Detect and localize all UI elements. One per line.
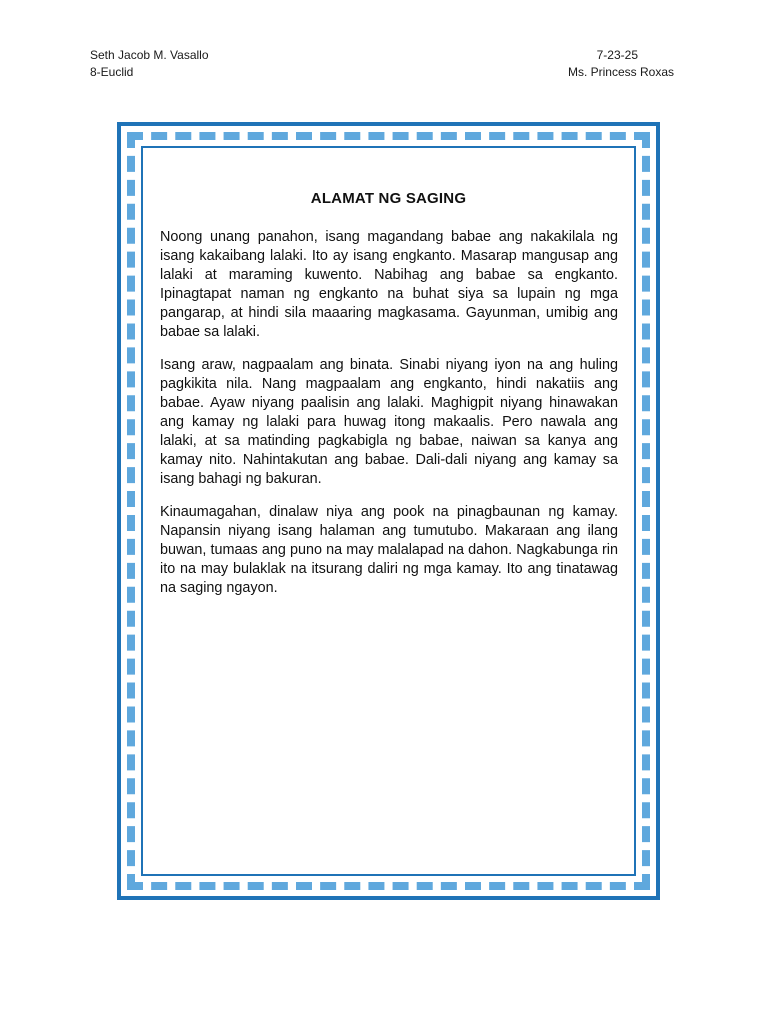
story-paragraph-3: Kinaumagahan, dinalaw niya ang pook na pinagbaunan ng kamay. Napansin niyang isang halaman ang tumutubo. Makaraan ang ilang buwan, tumaas ang puno na may malalapad na dahon. Nagkabunga rin ito na may bulaklak na itsurang daliri ng mga kamay. Ito ang tinatawag na saging ngayon.: [160, 504, 618, 596]
story-body: [160, 228, 618, 612]
story-paragraph-2: Isang araw, nagpaalam ang binata. Sinabi niyang iyon na ang huling pagkikita nila. Nang magpaalam ang engkanto, hindi nakatiis ang babae. Ayaw niyang paalisin ang lalaki. Maghigpit niyang hinawakan ang kamay ng lalaki para huwag itong makaalis. Pero nawala ang lalaki, at sa matinding pagkabigla ng babae, naiwan sa kanya ang kamay nito. Nahintakutan ang babae. Dali-dali niyang ang kamay sa isang bahagi ng bakuran.: [160, 357, 618, 487]
teacher-name: Ms. Princess Roxas: [567, 65, 674, 79]
story-title: ALAMAT NG SAGING: [310, 190, 467, 207]
story-paragraph-1: Noong unang panahon, isang magandang babae ang nakakilala ng isang kakaibang lalaki. Ito ay isang engkanto. Masarap mangusap ang lalaki at maraming kuwento. Nabihag ang babae sa engkanto. Ipinagtapat naman ng engkanto na buhat siya sa lupain ng mga pangarap, at hindi sila maaaring magkasama. Gayunman, umibig ang babae sa lalaki.: [160, 229, 618, 340]
student-section: 8-Euclid: [90, 65, 134, 79]
student-name: Seth Jacob M. Vasallo: [90, 48, 209, 62]
date-label: 7-23-25: [596, 48, 638, 62]
